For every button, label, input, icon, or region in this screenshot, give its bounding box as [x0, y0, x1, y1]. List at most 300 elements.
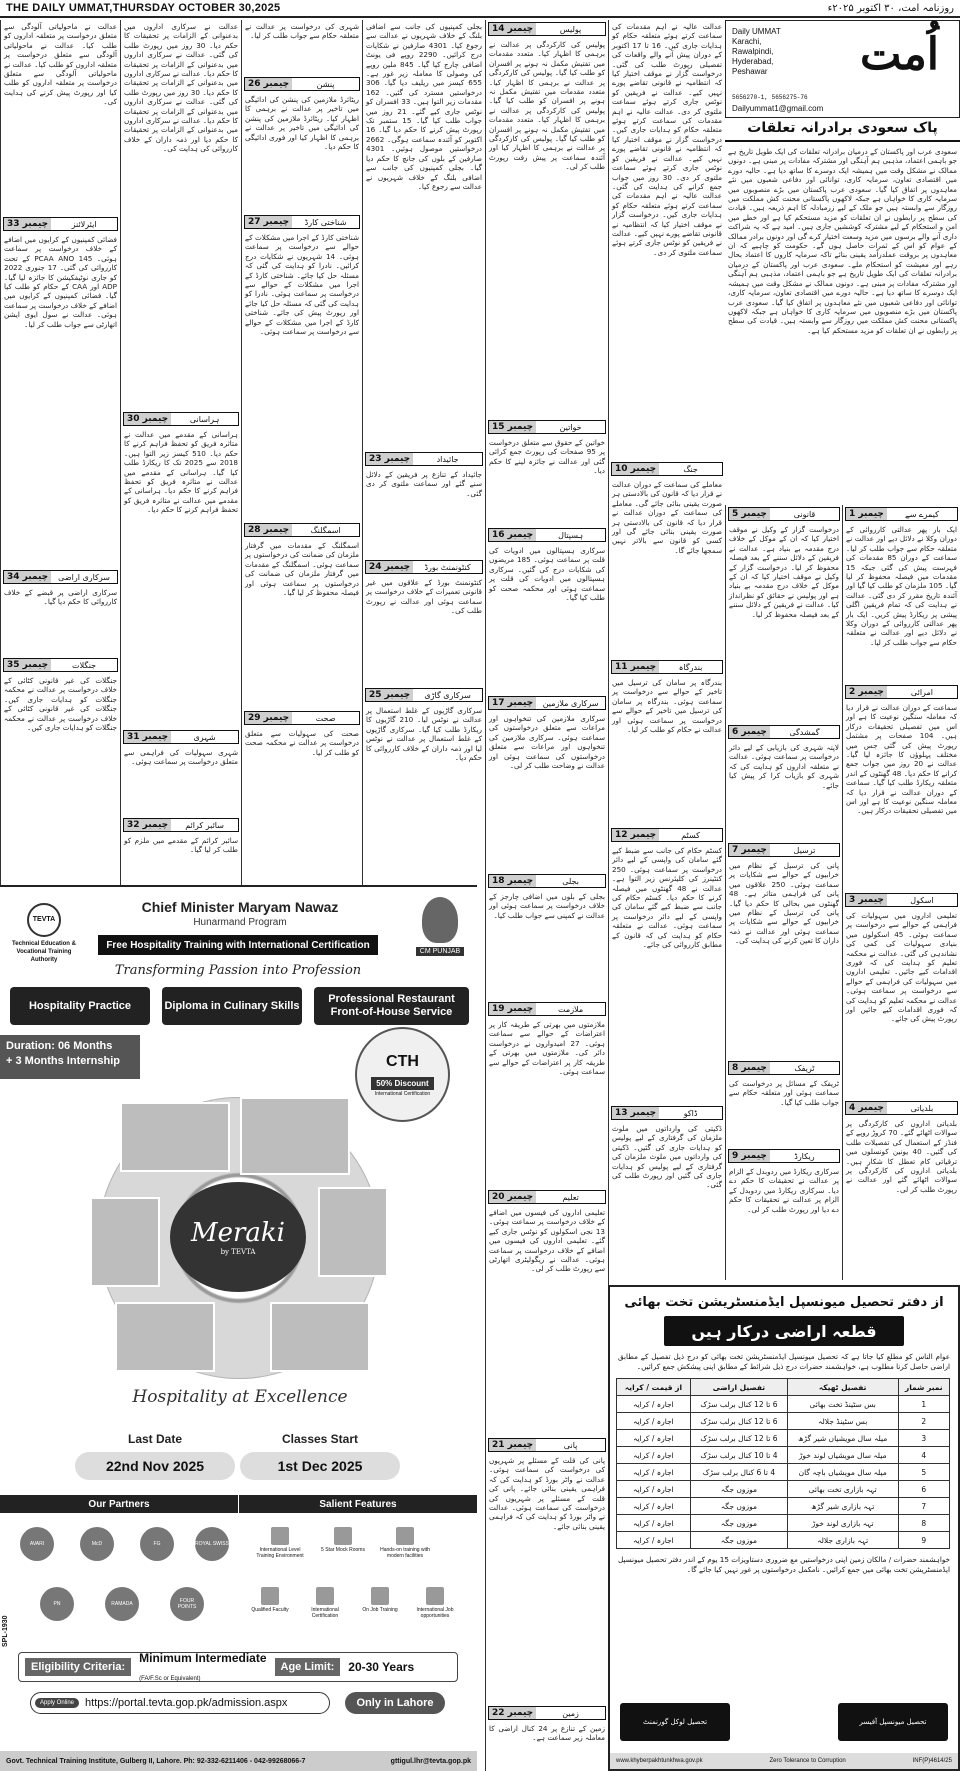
- section-number: چیمبر 26: [245, 78, 292, 90]
- partner-logo: McD: [80, 1527, 114, 1561]
- table-cell: 6 تا 12 کنال برلب سڑک: [690, 1430, 787, 1447]
- feature-text: On Job Training: [362, 1607, 398, 1613]
- section-body: کسٹم حکام کی جانب سے ضبط کیے گئے سامان کی واپسی کے لیے دائر درخواست پر سماعت ہوئی۔ 250 کنٹینرز کی کلیئرنس زیر التوا ہے۔ عدالت نے 48 گھنٹوں میں فیصلہ کرنے کا حکم دیا۔ کسٹم حکام کی جانب سے ضبط کیے گئے سامان کی واپسی کے لیے دائر درخواست پر سماعت ہوئی۔ عدالت نے متعلقہ حکام کو ہدایت کی کہ قانون کے مطابق کارروائی کی جائے۔: [612, 846, 722, 950]
- ad-title: Chief Minister Maryam Nawaz: [141, 899, 339, 915]
- table-cell: اجارہ / کرایہ: [617, 1464, 691, 1481]
- section-title: ریکارڈ: [794, 1151, 815, 1161]
- table-header: تفصیل اراضی: [690, 1379, 787, 1396]
- tender-slogan: Zero Tolerance to Corruption: [769, 1758, 846, 1764]
- section-body: کنٹونمنٹ بورڈ کے علاقوں میں غیر قانونی تعمیرات کے خلاف درخواست پر سماعت ہوئی اور عدالت نے رپورٹ طلب کی۔: [366, 578, 482, 616]
- table-header: نمبر شمار: [898, 1379, 950, 1396]
- column-4: [362, 20, 485, 885]
- section-body: ایک بار پھر عدالتی کارروائی کے دوران وکلا نے دلائل دیے اور عدالت نے متعلقہ حکام سے جواب طلب کر لیا۔ سماعت کے دوران 85 مقدمات کی فہرست پیش کی گئی جبکہ 15 مقدمات میں فیصلہ محفوظ کر لیا گیا۔ 105 ملزمان کو طلب کیا گیا اور آئندہ تاریخ مقرر کر دی گئی۔ عدالت نے ہدایت کی کہ تمام فریقین اگلی پیشی پر ریکارڈ پیش کریں۔ ایک بار پھر عدالتی کارروائی کے دوران وکلا نے دلائل دیے اور عدالت نے متعلقہ حکام سے جواب طلب کر لیا۔: [846, 525, 958, 647]
- section-body: تعلیمی اداروں کی فیسوں میں اضافے کے خلاف درخواست پر سماعت ہوئی۔ 13 نجی اسکولوں کو نوٹس جاری کیے گئے۔ تعلیمی اداروں کی فیسوں میں اضافے کے خلاف درخواست پر سماعت ہوئی۔ عدالت نے ریگولیٹری اتھارٹی سے رپورٹ طلب کر لی۔: [489, 1208, 605, 1274]
- classes-start-date: 1st Dec 2025: [240, 1452, 400, 1480]
- cm-portrait: [410, 897, 470, 977]
- section-number: چیمبر 18: [489, 875, 536, 887]
- section-title: ترسیل: [793, 845, 816, 855]
- section-header: [728, 843, 840, 857]
- ad-duration: [0, 1035, 140, 1079]
- section-body: اسمگلنگ کے مقدمات میں گرفتار ملزمان کی ضمانت کی درخواستوں پر سماعت ہوئی۔ اسمگلنگ کے مقدمات میں گرفتار ملزمان کی ضمانت کی درخواستوں پر سماعت ہوئی اور فیصلہ محفوظ کر لیا گیا۔: [245, 541, 359, 598]
- table-cell: اجارہ / کرایہ: [617, 1498, 691, 1515]
- partner-logo: ROYAL SWISS: [195, 1527, 229, 1561]
- table-cell: میلہ سال مویشیاں شیر گڑھ: [787, 1430, 898, 1447]
- section-body: فضائی کمپنیوں کے کرایوں میں اضافے کے خلاف درخواست پر سماعت ہوئی۔ PCAA ANO 145 کے تحت کارروائی کی گئی۔ 17 جنوری 2022 کو جاری نوٹیفکیشن کا جائزہ لیا گیا۔ ADP اور CAA کے حکام کو طلب کیا گیا۔ فضائی کمپنیوں کے کرایوں میں اضافے کے خلاف درخواست پر سماعت ہوئی۔ عدالت نے سول ایوی ایشن اتھارٹی سے جواب طلب کر لیا۔: [4, 235, 117, 329]
- ad-tagline: Transforming Passion into Profession: [114, 963, 362, 978]
- table-cell: اجارہ / کرایہ: [617, 1481, 691, 1498]
- table-cell: 6: [898, 1481, 950, 1498]
- tevta-name: Technical Education & Vocational Training Authority: [12, 941, 76, 963]
- tender-ref: INF(P)4614/25: [912, 1758, 952, 1764]
- partner-logo: AVARI: [20, 1527, 54, 1561]
- eligibility-value-wrap: [139, 1649, 266, 1685]
- feature-icon: [396, 1527, 414, 1545]
- ad-banner: Free Hospitality Training with International Certification: [98, 935, 378, 955]
- logo-cities: Karachi, Rawalpindi, Hyderabad, Peshawar: [732, 37, 774, 76]
- table-header-row: [617, 1379, 950, 1396]
- section-title: ہراسانی: [189, 414, 220, 424]
- section-number: چیمبر 14: [489, 23, 536, 35]
- cm-badge: CM PUNJAB: [416, 947, 464, 956]
- section-header: [611, 828, 723, 842]
- feature-text: International Job opportunities: [416, 1607, 454, 1619]
- section-number: چیمبر 25: [366, 689, 413, 701]
- section-title: بجلی: [562, 876, 579, 886]
- portrait-image: [422, 897, 458, 943]
- column-1: [0, 20, 120, 885]
- partner-logo: RAMADA: [105, 1587, 139, 1621]
- feature-icon: [371, 1587, 389, 1605]
- column-2: [120, 20, 241, 885]
- section-header: [244, 711, 360, 725]
- section-header: [488, 874, 606, 888]
- table-row: [617, 1413, 950, 1430]
- section-body: جنگلات کی غیر قانونی کٹائی کے خلاف درخواست پر عدالت نے محکمہ جنگلات کو ہدایات جاری کیں۔ جنگلات کی غیر قانونی کٹائی کے خلاف درخواست پر عدالت نے محکمہ جنگلات کو ہدایات جاری کیں۔: [4, 676, 117, 733]
- feature-icon: [271, 1527, 289, 1545]
- section-title: کسٹم: [681, 830, 700, 840]
- section-number: چیمبر 11: [612, 661, 659, 673]
- section-title: اسمگلنگ: [310, 525, 341, 535]
- section-body: عدالت عالیہ نے اہم مقدمات کی سماعت کرتے ہوئے متعلقہ حکام کو ہدایات جاری کیں۔ 16 تا 17 اکتوبر کے دوران پیش آنے والے واقعات کی تفصیلی رپورٹ طلب کی گئی۔ درخواست گزار نے موقف اختیار کیا کہ انتظامیہ نے قانونی تقاضے پورے نہیں کیے۔ عدالت نے فریقین کو نوٹس جاری کرتے ہوئے سماعت ملتوی کر دی۔ عدالت عالیہ نے اہم مقدمات کی سماعت کرتے ہوئے متعلقہ حکام کو ہدایات جاری کیں۔ درخواست گزار نے موقف اختیار کیا کہ انتظامیہ نے قانونی تقاضے پورے نہیں کیے۔ عدالت نے فریقین کو نوٹس جاری کرتے ہوئے سماعت ملتوی کر دی۔ 30 روز میں جواب جمع کرانے کی ہدایت کی گئی۔ عدالت عالیہ نے اہم مقدمات کی سماعت کرتے ہوئے متعلقہ حکام کو ہدایات جاری کیں۔ درخواست گزار نے موقف اختیار کیا کہ انتظامیہ نے قانونی تقاضے پورے نہیں کیے۔ عدالت نے فریقین کو نوٹس جاری کرتے ہوئے سماعت ملتوی کر دی۔: [612, 22, 722, 257]
- logo-en-name: Daily UMMAT: [732, 27, 781, 36]
- section-body: سائبر کرائم کے مقدمے میں ملزم کو طلب کر لیا گیا۔: [124, 836, 238, 855]
- discount-label: 50% Discount: [371, 1077, 433, 1090]
- tender-footer: [610, 1753, 958, 1769]
- duration-line-1: Duration: 06 Months: [6, 1040, 113, 1052]
- section-number: چیمبر 12: [612, 829, 659, 841]
- logo-urdu: اُمت: [860, 29, 939, 80]
- age-value: 20-30 Years: [348, 1660, 415, 1674]
- section-number: چیمبر 19: [489, 1003, 536, 1015]
- column-8: [842, 505, 960, 1280]
- last-date-label: Last Date: [127, 1432, 183, 1446]
- section-header: [611, 1106, 723, 1120]
- section-header: [488, 420, 606, 434]
- section-header: [123, 730, 239, 744]
- table-row: [617, 1396, 950, 1413]
- only-lahore-badge: Only in Lahore: [345, 1692, 445, 1714]
- section-number: چیمبر 32: [124, 819, 171, 831]
- feature-item: [245, 1587, 295, 1613]
- cth-logo: CTH: [386, 1052, 419, 1070]
- section-number: چیمبر 7: [729, 844, 770, 856]
- eligibility-value: Minimum Intermediate: [139, 1651, 267, 1665]
- section-header: [488, 1438, 606, 1452]
- section-number: چیمبر 16: [489, 529, 536, 541]
- table-row: [617, 1447, 950, 1464]
- section-title: ڈاکو: [683, 1108, 698, 1118]
- section-title: سائبر کرائم: [185, 820, 224, 830]
- section-header: [488, 1190, 606, 1204]
- collage-photo: [115, 1302, 215, 1372]
- section-body: بلدیاتی اداروں کی کارکردگی پر سوالات اٹھائے گئے۔ 70 کروڑ روپے کے فنڈز کے استعمال کی تفصیلات طلب کی گئیں۔ 40 یونین کونسلوں میں ترقیاتی کام تعطل کا شکار ہیں۔ بلدیاتی اداروں کی کارکردگی پر سوالات اٹھائے گئے اور عدالت نے رپورٹ طلب کر لی۔: [846, 1119, 957, 1194]
- editorial-body: سعودی عرب اور پاکستان کے درمیان برادرانہ تعلقات کی ایک طویل تاریخ ہے جو باہمی اعتماد، مذہبی ہم آہنگی اور مشترکہ مفادات پر مبنی ہے۔ دونوں ممالک نے مشکل وقت میں ہمیشہ ایک دوسرے کا ساتھ دیا ہے۔ حالیہ دورے میں اقتصادی تعاون، سرمایہ کاری، توانائی اور دفاعی شعبوں میں نئے معاہدوں پر اتفاق کیا گیا۔ سعودی عرب پاکستان میں بڑے منصوبوں میں سرمایہ کاری کا خواہاں ہے جبکہ لاکھوں پاکستانی محنت کش مملکت میں روزگار سے وابستہ ہیں جو ملک کے لیے زرمبادلہ کا اہم ذریعہ ہیں۔ قیادت کی سطح پر رابطوں نے ان تعلقات کو مزید مستحکم کیا ہے اور خطے میں امن و استحکام کے لیے مشترکہ کوششیں جاری ہیں۔ امید ہے کہ یہ شراکت داری آنے والے برسوں میں مزید وسعت اختیار کرے گی اور دونوں برادر ممالک کے عوام کو اس کے ثمرات حاصل ہوں گے۔ حکومت کو چاہیے کہ ان معاہدوں پر بروقت عملدرآمد یقینی بنائے تاکہ سرمایہ کاروں کا اعتماد بحال رہے اور معیشت کو استحکام ملے۔ سعودی عرب اور پاکستان کے درمیان برادرانہ تعلقات کی ایک طویل تاریخ ہے جو باہمی اعتماد، مذہبی ہم آہنگی اور مشترکہ مفادات پر مبنی ہے۔ دونوں ممالک نے مشکل وقت میں ہمیشہ ایک دوسرے کا ساتھ دیا ہے۔ حالیہ دورے میں اقتصادی تعاون، سرمایہ کاری، توانائی اور دفاعی شعبوں میں نئے معاہدوں پر اتفاق کیا گیا۔ سعودی عرب پاکستان میں بڑے منصوبوں میں سرمایہ کاری کا خواہاں ہے جبکہ لاکھوں پاکستانی محنت کش مملکت میں روزگار سے وابستہ ہیں۔ قیادت کی سطح پر رابطوں نے ان تعلقات کو مزید مستحکم کیا ہے۔: [728, 147, 957, 335]
- section-number: چیمبر 4: [846, 1102, 887, 1114]
- section-header: [845, 685, 958, 699]
- section-number: چیمبر 34: [4, 571, 51, 583]
- apply-online-label: Apply Online: [35, 1698, 79, 1708]
- table-cell: اجارہ / کرایہ: [617, 1515, 691, 1532]
- table-row: [617, 1464, 950, 1481]
- section-title: ایئرلائنز: [71, 219, 97, 229]
- feature-text: International Certification: [311, 1607, 339, 1619]
- section-header: [611, 462, 723, 476]
- section-title: قانونی: [793, 509, 816, 519]
- table-cell: 1: [898, 1396, 950, 1413]
- table-cell: میلہ سال مویشیاں باچہ گان: [787, 1464, 898, 1481]
- section-body: زمین کے تنازع پر 24 کنال اراضی کا معاملہ زیر سماعت ہے۔: [489, 1724, 605, 1743]
- section-number: چیمبر 35: [4, 659, 51, 671]
- section-header: [845, 507, 958, 521]
- table-cell: 4 تا 6 کنال برلب سڑک: [690, 1464, 787, 1481]
- section-title: جنگلات: [72, 660, 97, 670]
- table-row: [617, 1532, 950, 1549]
- feature-item: [380, 1527, 430, 1559]
- section-number: چیمبر 28: [245, 524, 292, 536]
- section-header: [365, 452, 483, 466]
- tender-table-body: [617, 1396, 950, 1549]
- table-row: [617, 1498, 950, 1515]
- section-header: [3, 658, 118, 672]
- newspaper-logo: [725, 20, 960, 118]
- table-cell: 6 تا 12 کنال برلب سڑک: [690, 1396, 787, 1413]
- table-cell: موزوں جگہ: [690, 1498, 787, 1515]
- section-body: معاملے کی سماعت کے دوران عدالت نے قرار دیا کہ قانون کی بالادستی ہر صورت یقینی بنائی جائے گی۔ معاملے کی سماعت کے دوران عدالت نے قرار دیا کہ قانون کی بالادستی ہر صورت یقینی بنائی جائے گی اور کسی کو قانون سے بالاتر نہیں سمجھا جائے گا۔: [612, 480, 722, 555]
- section-body: ٹریفک کے مسائل پر درخواست کی سماعت ہوئی اور متعلقہ حکام سے جواب طلب کیا گیا۔: [729, 1079, 839, 1107]
- table-cell: اجارہ / کرایہ: [617, 1447, 691, 1464]
- duration-line-2: + 3 Months Internship: [6, 1055, 120, 1067]
- section-body: شہری سہولیات کی فراہمی سے متعلق درخواست پر سماعت ہوئی۔: [124, 748, 238, 767]
- section-number: چیمبر 20: [489, 1191, 536, 1203]
- section-title: زمین: [562, 1708, 579, 1718]
- table-cell: اجارہ / کرایہ: [617, 1413, 691, 1430]
- feature-item: [300, 1587, 350, 1619]
- section-number: چیمبر 30: [124, 413, 171, 425]
- feature-item: [355, 1587, 405, 1613]
- section-header: [488, 22, 606, 36]
- collage-photo: [120, 1102, 230, 1172]
- section-number: چیمبر 21: [489, 1439, 536, 1451]
- section-number: چیمبر 15: [489, 421, 536, 433]
- section-header: [728, 725, 840, 739]
- table-cell: 9: [898, 1532, 950, 1549]
- collage-photo: [318, 1187, 388, 1277]
- classes-start-label: Classes Start: [281, 1432, 359, 1446]
- apply-online-link[interactable]: [30, 1692, 330, 1714]
- program-front-house: Professional Restaurant Front-of-House Service: [314, 987, 469, 1025]
- program-culinary: Diploma in Culinary Skills: [162, 987, 302, 1025]
- logo-email: Dailyummat1@gmail.com: [732, 104, 824, 113]
- footer-address: Govt. Technical Training Institute, Gulberg II, Lahore. Ph: 92-332-6211406 - 042-99268066-7: [6, 1757, 306, 1765]
- feature-text: International Level Training Environment: [256, 1547, 304, 1559]
- section-title: تعلیم: [562, 1192, 579, 1202]
- masthead-date-urdu: روزنامہ امت، ۳۰ اکتوبر ۲۰۲۵ء: [827, 2, 954, 14]
- section-title: پنشن: [316, 79, 335, 89]
- table-cell: اجارہ / کرایہ: [617, 1532, 691, 1549]
- partners-label: Our Partners: [0, 1495, 238, 1513]
- section-body: خواتین کے حقوق سے متعلق درخواست پر 95 صفحات کی رپورٹ جمع کرائی گئی اور عدالت نے جائزہ لینے کا حکم دیا۔: [489, 438, 605, 476]
- table-cell: 4: [898, 1447, 950, 1464]
- meraki-logo: [170, 1182, 306, 1292]
- section-body: بجلی کے بلوں میں اضافی چارجز کے خلاف درخواست پر سماعت ہوئی اور عدالت نے کمپنی سے جواب طلب کیا۔: [489, 892, 605, 920]
- section-header: [244, 77, 360, 91]
- section-title: جنگ: [683, 464, 698, 474]
- section-body: ہراسانی کے مقدمے میں عدالت نے متاثرہ فریق کو تحفظ فراہم کرنے کا حکم دیا۔ 510 کیسز زیر التوا ہیں۔ 2018 سے 2025 تک کا ریکارڈ طلب کیا گیا۔ ہراسانی کے مقدمے میں عدالت نے متاثرہ فریق کو تحفظ فراہم کرنے کا حکم دیا۔ ہراسانی کے مقدمے میں عدالت نے متاثرہ فریق کو تحفظ فراہم کرنے کا حکم دیا۔: [124, 430, 238, 515]
- section-body: پولیس کی کارکردگی پر عدالت نے برہمی کا اظہار کیا۔ متعدد مقدمات میں تفتیش مکمل نہ ہونے پر افسران کو طلب کیا گیا۔ پولیس کی کارکردگی پر عدالت نے برہمی کا اظہار کیا۔ متعدد مقدمات میں تفتیش مکمل نہ ہونے پر افسران کو طلب کیا گیا۔ پولیس کی کارکردگی پر عدالت نے برہمی کا اظہار کیا۔ متعدد مقدمات میں تفتیش مکمل نہ ہونے پر افسران کو طلب کیا گیا۔ پولیس کی کارکردگی پر عدالت نے برہمی کا اظہار کیا اور آئندہ سماعت پر پیش رفت رپورٹ طلب کر لی۔: [489, 40, 605, 172]
- section-header: [488, 528, 606, 542]
- eligibility-note: (FA/F.Sc or Equivalent): [139, 1676, 201, 1682]
- collage-photo: [270, 1302, 370, 1372]
- section-title: شناختی کارڈ: [304, 217, 347, 227]
- logo-phones: 5656270-1, 5656275-76: [732, 94, 808, 101]
- section-header: [365, 560, 483, 574]
- section-number: چیمبر 10: [612, 463, 659, 475]
- section-title: کنٹونمنٹ بورڈ: [424, 562, 471, 572]
- section-body: ملازمتوں میں بھرتی کے طریقہ کار پر اعتراضات کے حوالے سے سماعت ہوئی۔ 27 امیدواروں نے درخواست دائر کی۔ ملازمتوں میں بھرتی کے طریقہ کار پر اعتراضات کے حوالے سے سماعت ہوئی۔: [489, 1020, 605, 1077]
- section-body: پانی کی ترسیل کے نظام میں خرابیوں کے حوالے سے شکایات پر سماعت ہوئی۔ 250 علاقوں میں پانی کی فراہمی متاثر ہے۔ 48 گھنٹوں میں بحالی کا حکم دیا گیا۔ پانی کی ترسیل کے نظام میں خرابیوں کے حوالے سے شکایات پر سماعت ہوئی اور عدالت نے ذمہ داران کا تعین کرنے کی ہدایت کی۔: [729, 861, 839, 946]
- masthead-date: THE DAILY UMMAT,THURSDAY OCTOBER 30,2025: [6, 2, 281, 14]
- section-header: [123, 412, 239, 426]
- spl-code: SPL-1930: [2, 1615, 9, 1647]
- section-header: [488, 696, 606, 710]
- table-cell: اجارہ / کرایہ: [617, 1430, 691, 1447]
- collage-photo: [90, 1197, 160, 1287]
- section-number: چیمبر 33: [4, 218, 51, 230]
- section-header: [728, 507, 840, 521]
- section-body: عدالت نے ماحولیاتی آلودگی سے متعلق درخواست پر متعلقہ اداروں کو طلب کیا۔ عدالت نے ماحولیاتی آلودگی سے متعلق درخواست پر متعلقہ اداروں کو طلب کیا۔ عدالت نے ماحولیاتی آلودگی سے متعلق درخواست پر متعلقہ اداروں کو طلب کیا اور رپورٹ پیش کرنے کی ہدایت کی۔: [4, 22, 117, 107]
- table-cell: موزوں جگہ: [690, 1515, 787, 1532]
- section-number: چیمبر 23: [366, 453, 413, 465]
- section-body: سرکاری ہسپتالوں میں ادویات کی قلت پر سماعت ہوئی۔ 185 مریضوں کی شکایات درج کی گئیں۔ سرکاری ہسپتالوں میں ادویات کی قلت پر سماعت ہوئی اور محکمہ صحت کو طلب کیا گیا۔: [489, 546, 605, 603]
- partner-logo: FG: [140, 1527, 174, 1561]
- section-number: چیمبر 29: [245, 712, 292, 724]
- section-body: سرکاری اراضی پر قبضے کے خلاف کارروائی کا حکم دیا گیا۔: [4, 588, 117, 607]
- section-number: چیمبر 3: [846, 894, 887, 906]
- tender-signatures: [610, 1703, 958, 1747]
- table-cell: تہہ بازاری تخت بھائی: [787, 1481, 898, 1498]
- section-body: سرکاری ملازمین کی تنخواہوں اور مراعات سے متعلق درخواستوں کی سماعت ہوئی۔ سرکاری ملازمین کی تنخواہوں اور مراعات سے متعلق درخواستوں کی سماعت ہوئی اور عدالت نے وضاحت طلب کر لی۔: [489, 714, 605, 771]
- section-header: [845, 1101, 958, 1115]
- section-header: [845, 893, 958, 907]
- discount-sub: International Certification: [374, 1090, 431, 1097]
- tender-header: از دفتر تحصیل میونسپل ایڈمنسٹریشن تخت بھائی: [624, 1295, 944, 1310]
- tender-band: قطعہ اراضی درکار ہیں: [664, 1316, 904, 1346]
- section-body: شناختی کارڈ کے اجرا میں مشکلات کے حوالے سے درخواست پر سماعت ہوئی۔ 14 شہریوں نے شکایات درج کرائیں۔ نادرا کو ہدایت کی گئی کہ مسئلہ حل کیا جائے۔ شناختی کارڈ کے اجرا میں مشکلات کے حوالے سے درخواست پر سماعت ہوئی۔ نادرا کو ہدایت کی گئی کہ مسئلہ حل کیا جائے اور رپورٹ پیش کی جائے۔ شناختی کارڈ کے اجرا میں مشکلات کے حوالے سے درخواست پر سماعت ہوئی۔: [245, 233, 359, 337]
- feature-item: [318, 1527, 368, 1553]
- features-label: Salient Features: [239, 1495, 477, 1513]
- signature-left: تحصیل میونسپل آفیسر: [838, 1703, 948, 1741]
- table-row: [617, 1481, 950, 1498]
- section-header: [3, 570, 118, 584]
- table-cell: 4 تا 10 کنال برلب سڑک: [690, 1447, 787, 1464]
- feature-text: 5 Star Mock Rooms: [321, 1547, 365, 1553]
- last-date: 22nd Nov 2025: [75, 1452, 235, 1480]
- section-number: چیمبر 17: [489, 697, 536, 709]
- tevta-logo: [8, 903, 80, 964]
- section-body: درخواست گزار کے وکیل نے موقف اختیار کیا کہ ان کے موکل کے خلاف درج مقدمہ بے بنیاد ہے۔ عدالت نے فریقین کے دلائل سننے کے بعد فیصلہ محفوظ کر لیا۔ درخواست گزار کے وکیل نے موقف اختیار کیا کہ ان کے موکل کے خلاف درج مقدمہ بے بنیاد ہے اور پولیس نے حقائق کو نظرانداز کیا۔ عدالت نے فریقین کے دلائل سننے کے بعد فیصلہ محفوظ کر لیا۔: [729, 525, 839, 619]
- section-body: بجلی کمپنیوں کی جانب سے اضافی بلنگ کے خلاف شہریوں نے عدالت سے رجوع کیا۔ 4301 صارفین نے شکایات درج کرائیں۔ 2290 روپے فی یونٹ اضافی چارج کیا گیا۔ 845 ملین روپے کی وصولی کا معاملہ زیر غور ہے۔ 655 کیسز میں ریلیف دیا گیا۔ 306 درخواستیں مسترد کی گئیں۔ 162 مقدمات زیر التوا ہیں۔ 33 افسران کو نوٹس جاری کیے گئے۔ 21 روز میں جواب طلب کیا گیا۔ 15 ستمبر تک رپورٹ پیش کرنے کا حکم دیا گیا۔ 16 اکتوبر کو آئندہ سماعت ہوگی۔ 2662 درخواستیں موصول ہوئیں۔ 4301 صارفین کے بلوں کی جانچ کا حکم دیا گیا۔ بجلی کمپنیوں کی جانب سے اضافی بلنگ کے خلاف شہریوں نے عدالت سے رجوع کیا۔: [366, 22, 482, 191]
- meraki-text: Meraki: [190, 1218, 285, 1248]
- meraki-by: by TEVTA: [220, 1248, 256, 1256]
- section-body: لاپتہ شہری کی بازیابی کے لیے دائر درخواست پر سماعت ہوئی۔ عدالت نے متعلقہ اداروں کو ہدایت کی کہ شہری کو بازیاب کرا کر پیش کیا جائے۔: [729, 743, 839, 790]
- section-number: چیمبر 8: [729, 1062, 770, 1074]
- feature-icon: [261, 1587, 279, 1605]
- section-body: پانی کی قلت کے مسئلے پر شہریوں کی درخواست کی سماعت ہوئی۔ عدالت نے واٹر بورڈ کو ہدایت کی کہ فراہمی یقینی بنائی جائے۔ پانی کی قلت کے مسئلے پر شہریوں کی درخواست کی سماعت ہوئی۔ عدالت نے واٹر بورڈ کو ہدایت کی کہ فراہمی یقینی بنائی جائے۔: [489, 1456, 605, 1531]
- section-header: [3, 217, 118, 231]
- section-header: [365, 688, 483, 702]
- section-title: پولیس: [559, 24, 582, 34]
- section-header: [244, 523, 360, 537]
- tender-table: [616, 1378, 950, 1549]
- section-title: بلدیاتی: [910, 1103, 934, 1113]
- partner-logo: FOUR POINTS: [170, 1587, 204, 1621]
- table-cell: موزوں جگہ: [690, 1532, 787, 1549]
- table-row: [617, 1430, 950, 1447]
- signature-right: تحصیل لوکل گورنمنٹ: [620, 1703, 730, 1741]
- section-number: چیمبر 31: [124, 731, 171, 743]
- section-title: جائیداد: [436, 454, 459, 464]
- feature-text: Hands-on training with modern facilities: [380, 1547, 430, 1559]
- table-cell: بس سٹینڈ جلالہ: [787, 1413, 898, 1430]
- table-cell: 2: [898, 1413, 950, 1430]
- hospitality-excellence: Hospitality at Excellence: [132, 1387, 348, 1407]
- section-body: شہری کی درخواست پر عدالت نے متعلقہ حکام سے جواب طلب کر لیا۔: [245, 22, 359, 41]
- ad-footer: [0, 1751, 477, 1771]
- section-title: کیمرے سے: [905, 509, 939, 519]
- column-5: [485, 20, 608, 1771]
- apply-url: https://portal.tevta.gop.pk/admission.aspx: [85, 1697, 288, 1709]
- section-title: ٹریفک: [794, 1063, 815, 1073]
- section-title: امرائی: [910, 687, 933, 697]
- program-hospitality: Hospitality Practice: [10, 987, 150, 1025]
- table-cell: 5: [898, 1464, 950, 1481]
- column-7: [725, 505, 842, 1280]
- tevta-seal-icon: TEVTA: [27, 903, 61, 937]
- tevta-advertisement: [0, 885, 477, 1771]
- column-6: [608, 20, 725, 1285]
- table-cell: 3: [898, 1430, 950, 1447]
- table-cell: تہہ بازاری لوند خوڑ: [787, 1515, 898, 1532]
- partner-logo: PN: [40, 1587, 74, 1621]
- section-number: چیمبر 6: [729, 726, 770, 738]
- section-header: [123, 818, 239, 832]
- section-title: بندرگاہ: [678, 662, 703, 672]
- section-body: تعلیمی اداروں میں سہولیات کی فراہمی کے حوالے سے درخواست پر سماعت ہوئی۔ 45 اسکولوں میں بنیادی سہولیات کی کمی کی نشاندہی کی گئی۔ عدالت نے محکمہ تعلیم کو ہدایت کی کہ فوری اقدامات کیے جائیں۔ تعلیمی اداروں میں سہولیات کی فراہمی کے حوالے سے درخواست پر سماعت ہوئی۔ عدالت نے محکمہ تعلیم کو ہدایت کی کہ فوری اقدامات کیے جائیں اور رپورٹ پیش کی جائے۔: [846, 911, 957, 1024]
- feature-item: [255, 1527, 305, 1559]
- section-body: سماعت کے دوران عدالت نے قرار دیا کہ معاملہ سنگین نوعیت کا ہے اور اس میں تفصیلی تحقیقات درکار ہیں۔ 104 صفحات پر مشتمل رپورٹ پیش کی گئی جس میں مختلف پہلوؤں کا جائزہ لیا گیا۔ عدالت نے 20 روز میں جواب جمع کرانے کا حکم دیا۔ 48 گھنٹوں کے اندر متعلقہ ریکارڈ طلب کیا گیا۔ سماعت کے دوران عدالت نے قرار دیا کہ معاملہ سنگین نوعیت کا ہے اور اس میں تفصیلی تحقیقات درکار ہیں۔: [846, 703, 958, 816]
- section-number: چیمبر 13: [612, 1107, 659, 1119]
- table-cell: میلہ سال مویشیاں لوند خوڑ: [787, 1447, 898, 1464]
- section-body: صحت کی سہولیات سے متعلق درخواست پر عدالت نے محکمہ صحت کو طلب کر لیا۔: [245, 729, 359, 757]
- section-title: اسکول: [910, 895, 934, 905]
- editorial-column: [725, 145, 960, 505]
- table-cell: بس سٹینڈ تخت بھائی: [787, 1396, 898, 1413]
- section-body: بندرگاہ پر سامان کی ترسیل میں تاخیر کے حوالے سے درخواست پر سماعت ہوئی۔ بندرگاہ پر سامان کی ترسیل میں تاخیر کے حوالے سے درخواست پر سماعت ہوئی اور عدالت نے حکام کو طلب کر لیا۔: [612, 678, 722, 735]
- feature-icon: [334, 1527, 352, 1545]
- eligibility-label: Eligibility Criteria:: [25, 1658, 131, 1676]
- tender-advertisement: [608, 1285, 960, 1771]
- tender-website: www.khyberpakhtunkhwa.gov.pk: [616, 1758, 703, 1764]
- ad-subtitle: Hunarmand Program: [193, 917, 287, 928]
- table-cell: 7: [898, 1498, 950, 1515]
- section-number: چیمبر 24: [366, 561, 413, 573]
- table-cell: 8: [898, 1515, 950, 1532]
- section-body: جائیداد کے تنازع پر فریقین کے دلائل سنے گئے اور سماعت ملتوی کر دی گئی۔: [366, 470, 482, 498]
- section-body: سرکاری ریکارڈ میں ردوبدل کے الزام پر عدالت نے تحقیقات کا حکم دے دیا۔ سرکاری ریکارڈ میں ردوبدل کے الزام پر عدالت نے تحقیقات کا حکم دے دیا اور رپورٹ طلب کر لی۔: [729, 1167, 839, 1214]
- table-header: از قیمت / کرایہ: [617, 1379, 691, 1396]
- cth-badge: [355, 1027, 450, 1122]
- section-header: [488, 1706, 606, 1720]
- section-title: شہری: [193, 732, 216, 742]
- tender-intro: عوام الناس کو مطلع کیا جاتا ہے کہ تحصیل میونسپل ایڈمنسٹریشن تخت بھائی کو درج ذیل تفصیل کے مطابق اراضی حاصل کرنا مطلوب ہے، خواہشمند حضرات درج ذیل شرائط کے مطابق اپنی پیشکش جمع کرائیں۔: [618, 1352, 950, 1371]
- feature-icon: [426, 1587, 444, 1605]
- section-title: پانی: [563, 1440, 578, 1450]
- masthead-bar: [0, 0, 960, 18]
- feature-text: Qualified Faculty: [251, 1607, 289, 1613]
- section-number: چیمبر 5: [729, 508, 770, 520]
- table-cell: موزوں جگہ: [690, 1481, 787, 1498]
- section-title: ہسپتال: [558, 530, 584, 540]
- section-number: چیمبر 2: [846, 686, 887, 698]
- collage-photo: [240, 1097, 350, 1175]
- section-header: [244, 215, 360, 229]
- section-title: صحت: [315, 713, 336, 723]
- table-cell: 6 تا 12 کنال برلب سڑک: [690, 1413, 787, 1430]
- section-header: [611, 660, 723, 674]
- footer-email: gttigul.lhr@tevta.gop.pk: [390, 1757, 471, 1765]
- section-number: چیمبر 1: [846, 508, 887, 520]
- logo-english: [732, 27, 792, 77]
- section-body: سرکاری گاڑیوں کے غلط استعمال پر عدالت نے نوٹس لیا۔ 210 گاڑیوں کا ریکارڈ طلب کیا گیا۔ سرکاری گاڑیوں کے غلط استعمال پر عدالت نے نوٹس لیا اور ذمہ داران کے خلاف کارروائی کا حکم دیا۔: [366, 706, 482, 763]
- section-body: ریٹائرڈ ملازمین کی پنشن کی ادائیگی میں تاخیر پر عدالت نے برہمی کا اظہار کیا۔ ریٹائرڈ ملازمین کی پنشن کی ادائیگی میں تاخیر پر عدالت نے برہمی کا اظہار کیا اور فوری ادائیگی کا حکم دیا۔: [245, 95, 359, 152]
- section-number: چیمبر 27: [245, 216, 292, 228]
- section-body: ڈکیتی کی وارداتوں میں ملوث ملزمان کی گرفتاری کے لیے پولیس کو ہدایات جاری کی گئیں۔ ڈکیتی کی وارداتوں میں ملوث ملزمان کی گرفتاری کے لیے پولیس کو ہدایات جاری کی گئیں اور رپورٹ طلب کی گئی۔: [612, 1124, 722, 1190]
- editorial-title: پاک سعودی برادرانہ تعلقات: [725, 120, 960, 142]
- section-header: [728, 1149, 840, 1163]
- table-cell: اجارہ / کرایہ: [617, 1396, 691, 1413]
- column-3: [241, 20, 362, 885]
- table-row: [617, 1515, 950, 1532]
- section-title: گمشدگی: [789, 727, 820, 737]
- table-header: تفصیل ٹھیکہ: [787, 1379, 898, 1396]
- table-cell: تہہ بازاری شیر گڑھ: [787, 1498, 898, 1515]
- section-header: [728, 1061, 840, 1075]
- section-title: خواتین: [559, 422, 582, 432]
- section-title: ملازمت: [558, 1004, 584, 1014]
- section-title: سرکاری ملازمین: [542, 698, 599, 708]
- section-title: سرکاری اراضی: [58, 572, 110, 582]
- section-header: [488, 1002, 606, 1016]
